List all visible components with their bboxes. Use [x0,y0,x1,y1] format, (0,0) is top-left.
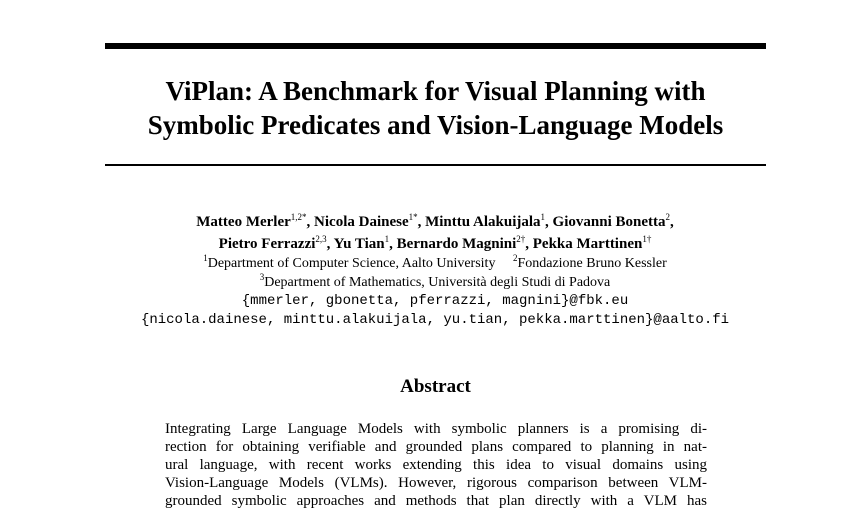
affiliation-text: Department of Mathematics, Università degli Studi di Padova [264,275,611,290]
affiliation-line-2 [60,273,810,292]
author-line-2: Pietro Ferrazzi$^{2,3}$, Yu Tian$^1$, Bernardo Magnini$^{2\dagger}$, Pekka Marttinen$^{1\dagger}$ [218,234,652,252]
author-name: Pekka Marttinen [532,236,643,252]
author-name: Matteo Merler [196,214,291,230]
author-affiliation-mark: 2 [665,212,670,222]
title-line-1: ViPlan: A Benchmark for Visual Planning with [165,76,706,106]
affiliation-mark: 3 [259,272,265,282]
email-line-1: {mmerler, gbonetta, pferrazzi, magnini}@fbk.eu [241,293,629,309]
author-list [60,211,810,255]
author-affiliation-mark: 1 [384,234,390,244]
author-affiliation-mark: 2,3 [315,234,327,244]
author-affiliation-mark: 1 [540,212,546,222]
author-name: Bernardo Magnini [396,236,517,252]
email-line-2: {nicola.dainese, minttu.alakuijala, yu.tian, pekka.marttinen}@aalto.fi [140,312,730,328]
author-affiliation-mark: 2† [516,234,526,244]
abstract-line: Integrating Large Language Models with symbolic planners is a promising di- [165,421,707,437]
author-name: Minttu Alakuijala [425,214,541,230]
abstract-heading: Abstract [400,376,471,397]
affiliation-mark: 2 [512,253,518,263]
author-line-1: Matteo Merler$^{1,2*}$, Nicola Dainese$^{1*}$, Minttu Alakuijala$^1$, Giovanni Bonetta$^2$, [196,212,674,230]
author-name: Pietro Ferrazzi [218,236,316,252]
title-top-rule [105,43,766,49]
affiliation-text: Fondazione Bruno Kessler [517,256,667,271]
paper-title [105,74,766,142]
abstract-line: grounded symbolic approaches and methods that plan directly with a VLM has [165,493,707,509]
author-affiliation-mark: 1† [642,234,652,244]
abstract-body [165,420,707,510]
author-name: Yu Tian [333,236,385,252]
author-name: Nicola Dainese [314,214,409,230]
author-name: Giovanni Bonetta [552,214,666,230]
affiliation-line-1 [60,254,810,273]
affiliation-mark: 1 [203,253,208,263]
author-affiliation-mark: 1,2* [290,212,307,222]
affiliation-text: Department of Computer Science, Aalto University [207,256,496,271]
title-bottom-rule [105,164,766,166]
abstract-line: rection for obtaining verifiable and grounded plans compared to planning in nat- [165,439,707,455]
author-affiliation-mark: 1* [408,212,418,222]
abstract-line: ural language, with recent works extending this idea to visual domains using [165,457,707,473]
abstract-line: Vision-Language Models (VLMs). However, rigorous comparison between VLM- [165,475,707,491]
title-line-2: Symbolic Predicates and Vision-Language Models [147,110,724,140]
